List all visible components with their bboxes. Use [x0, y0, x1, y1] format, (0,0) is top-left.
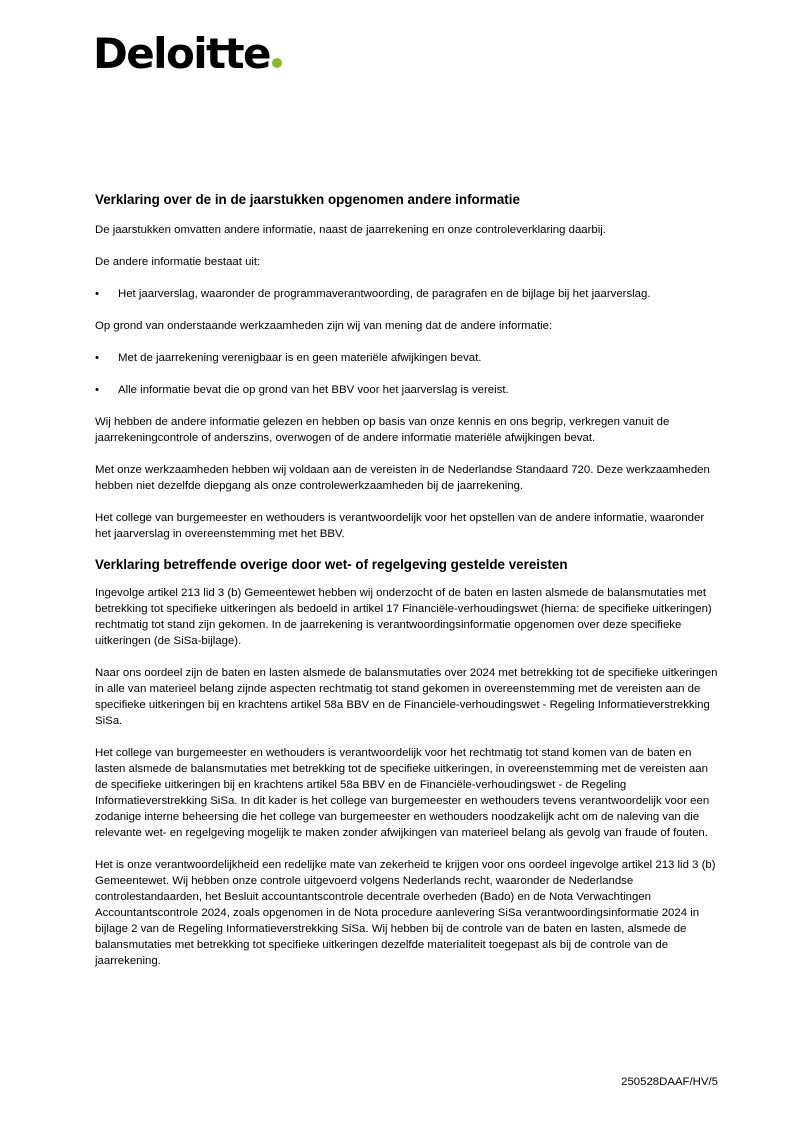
bullet-item-bbv: • Alle informatie bevat die op grond van het BBV voor het jaarverslag is vereist. — [95, 382, 720, 398]
section-heading-other-information: Verklaring over de in de jaarstukken opgenomen andere informatie — [95, 192, 520, 207]
bullet-item-jaarverslag: • Het jaarverslag, waaronder de programmaverantwoording, de paragrafen en de bijlage bij het jaarverslag. — [95, 286, 720, 302]
paragraph-other-information-consists: De andere informatie bestaat uit: — [95, 256, 261, 268]
deloitte-logo — [93, 29, 282, 78]
bullet-list-opinion — [95, 350, 720, 366]
paragraph-auditor-responsibility: Het is onze verantwoordelijkheid een redelijke mate van zekerheid te krijgen voor ons oordeel ingevolge artikel 213 lid 3 (b) Gemeentewet. Wij hebben onze controle uitgevoerd volgens Nederlands recht, waaronder de Nederlandse controlestandaarden, het Besluit accountantscontrole decentrale overheden (Bado) en de Nota Verwachtingen Accountantscontrole 2024, zoals opgenomen in de Nota procedure aanlevering SiSa verantwoordingsinformatie 2024 in bijlage 2 van de Regeling Informatieverstrekking SiSa. Wij hebben bij de controle van de baten en lasten, alsmede de balansmutaties met betrekking tot specifieke uitkeringen dezelfde materialiteit toegepast als bij de controle van de jaarrekening. — [95, 859, 716, 967]
paragraph-college-responsibility: Het college van burgemeester en wethouders is verantwoordelijk voor het opstellen van de andere informatie, waaronder het jaarverslag in overeenstemming met het BBV. — [95, 512, 705, 540]
paragraph-read-information: Wij hebben de andere informatie gelezen en hebben op basis van onze kennis en ons begrip, verkregen vanuit de jaarrekeningcontrole of anderszins, overwogen of de andere informatie materiële afwijkingen bevat. — [95, 416, 670, 444]
paragraph-other-information-intro: De jaarstukken omvatten andere informatie, naast de jaarrekening en onze controleverklaring daarbij. — [95, 224, 606, 236]
logo-text: Deloitte — [93, 29, 270, 78]
bullet-item-verenigbaar: • Met de jaarrekening verenigbaar is en geen materiële afwijkingen bevat. — [95, 350, 720, 366]
paragraph-college-rechtmatig: Het college van burgemeester en wethouders is verantwoordelijk voor het rechtmatig tot stand komen van de baten en lasten alsmede de balansmutaties met betrekking tot de specifieke uitkeringen, in overeenstemming met de vereisten aan de specifieke uitkeringen bij en krachtens artikel 58a BBV en de Financiële-verhoudingswet - de Regeling Informatieverstrekking SiSa. In dit kader is het college van burgemeester en wethouders tevens verantwoordelijk voor een zodanige interne beheersing die het college van burgemeester en wethouders noodzakelijk acht om de naleving van die relevante wet- en regelgeving mogelijk te maken zonder afwijkingen van materieel belang als gevolg van fraude of fouten. — [95, 747, 710, 839]
paragraph-article-213: Ingevolge artikel 213 lid 3 (b) Gemeentewet hebben wij onderzocht of de baten en lasten alsmede de balansmutaties met betrekking tot specifieke uitkeringen als bedoeld in artikel 17 Financiële-verhoudingswet (hierna: de specifieke uitkeringen) rechtmatig tot stand zijn gekomen. In de jaarrekening is verantwoordingsinformatie opgenomen over deze specifieke uitkeringen (de SiSa-bijlage). — [95, 587, 712, 647]
paragraph-opinion-basis: Op grond van onderstaande werkzaamheden zijn wij van mening dat de andere informatie: — [95, 320, 553, 332]
page-reference: 250528DAAF/HV/5 — [621, 1076, 718, 1088]
bullet-list-other-information — [95, 286, 720, 302]
logo-dot — [272, 58, 282, 68]
bullet-list-opinion-2 — [95, 382, 720, 398]
section-heading-legal-requirements: Verklaring betreffende overige door wet- of regelgeving gestelde vereisten — [95, 557, 568, 572]
paragraph-standard-720: Met onze werkzaamheden hebben wij voldaan aan de vereisten in de Nederlandse Standaard 720. Deze werkzaamheden hebben niet dezelfde diepgang als onze controlewerkzaamheden bij de jaarrekening. — [95, 464, 710, 492]
paragraph-opinion-2024: Naar ons oordeel zijn de baten en lasten alsmede de balansmutaties over 2024 met betrekking tot de specifieke uitkeringen in alle van materieel belang zijnde aspecten rechtmatig tot stand gekomen in overeenstemming met de vereisten aan de specifieke uitkeringen bij en krachtens artikel 58a BBV en de Financiële-verhoudingswet - Regeling Informatieverstrekking SiSa. — [95, 667, 718, 727]
document-body — [95, 190, 720, 969]
